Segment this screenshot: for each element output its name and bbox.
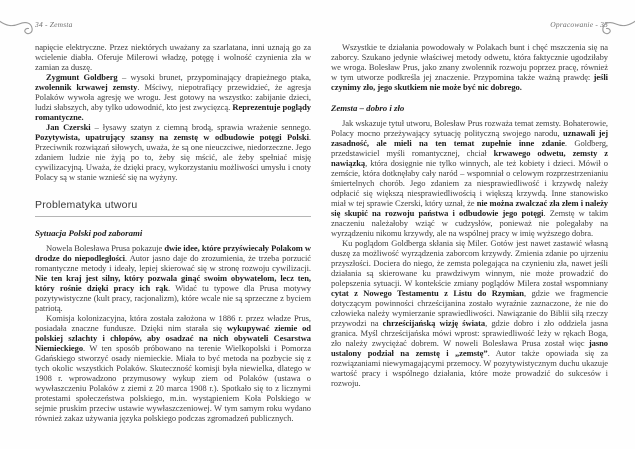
subheading: Sytuacja Polski pod zaborami xyxy=(35,228,143,238)
paragraph: Nowela Bolesława Prusa pokazuje dwie idee, które przyświecały Polakom w drodze do niepodległości. Autor jasno daje do zrozumienia, że trzeba porzucić romantyczne metody i ideały, lepiej skierować się w stronę rozwoju cywilizacji. Nie ten kraj jest silny, który pozwala ginąć swoim obywatelom, lecz ten, który rośnie dzięki pracy ich rąk. Widać tu typowe dla Prusa motywy pozytywistyczne (kult pracy, racjonalizm), które wcale nie są sprzeczne z byciem patriotą. xyxy=(35,243,312,313)
left-page-running-head: 34 - Zemsta xyxy=(35,20,73,29)
paragraph: Zygmunt Goldberg – wysoki brunet, przypominający drapieżnego ptaka, zwolennik krwawej zemsty. Mściwy, niepotrafiący przewidzieć, że agresja Polaków wywoła agresję we wrogu. Jest gotowy na wszystko: zabijanie dzieci, ludzi słabszych, aby tylko udowodnić, kto jest zwycięzcą. Reprezentuje poglądy romantyczne. xyxy=(35,72,311,122)
paragraph: Komisja kolonizacyjna, która została założona w 1886 r. przez władze Prus, posiadała znaczne fundusze. Dzięki nim starała się wykupywać ziemie od polskiej szlachty i chłopów, aby osadzać na nich obywateli Cesarstwa Niemieckiego. W ten sposób próbowano na terenie Wielkopolski i Pomorza Gdańskiego stworzyć osady niemieckie. Miała to być metoda na pozbycie się z tych okolic wszystkich Polaków. Skuteczność komisji była niewielka, dlatego w 1908 r. wprowadzono przymusowy wykup ziem od Polaków (ustawa o wywłaszczeniu Polaków z ziemi z 20 marca 1908 r.). Spotkało się to z licznymi protestami społeczeństwa polskiego, m.in. wystąpieniem Koła Polskiego w sejmie pruskim przeciw ustawie wywłaszczeniowej. W tym samym roku wydano również zakaz używania języka polskiego podczas zgromadzeń publicznych. xyxy=(35,313,311,423)
right-page xyxy=(331,20,608,388)
left-page-body xyxy=(35,42,311,423)
left-page xyxy=(35,20,311,423)
subheading: Zemsta – dobro i zło xyxy=(331,103,405,113)
paragraph: Jak wskazuje tytuł utworu, Bolesław Prus rozważa temat zemsty. Bohaterowie, Polacy mocno przeżywający sytuację polityczną swojego narodu, uznawali jej zasadność, ale mieli na ten temat zupełnie inne zdanie. Goldberg, przedstawiciel myśli romantycznej, chciał krwawego odwetu, zemsty z nawiązką, która dosięgnie nie tylko winnych, ale też kobiety i dzieci. Mówił o zemście, która dotknęłaby cały naród – wspomniał o celowym rozprzestrzenianiu śmiertelnych chorób. Jego zdaniem za niesprawiedliwość i krzywdę należy odpłacić się większą niesprawiedliwością i większą krzywdą. Inne stanowisko miał w tej sprawie Czerski, który uznał, że nie można zwalczać zła złem i należy się skupić na rozwoju państwa i odbudowie jego potęgi. Zemstę w takim znaczeniu należałoby wziąć w cudzysłów, ponieważ nie polegałaby na wyrządzeniu nikomu krzywdy, ale na wspólnej pracy w imię wyższego dobra. xyxy=(331,118,609,238)
paragraph: Jan Czerski – łysawy szatyn z ciemną brodą, sprawia wrażenie sennego. Pozytywista, upatrujący szansy na zemstę w odbudowie potęgi Polski. Przeciwnik rozwiązań siłowych, uważa, że są one nieuczciwe, niedorzeczne. Jego zdaniem ludzie nie żyją po to, żeby się mścić, ale żeby spełniać misję cywilizacyjną. Uważa, że dzięki pracy, wykorzystaniu możliwości umysłu i cnoty Polacy są w stanie wznieść się na wyżyny. xyxy=(35,122,311,182)
right-page-body xyxy=(331,42,608,388)
paragraph: Wszystkie te działania powodowały w Polakach bunt i chęć mszczenia się na zaborcy. Szukano jedynie właściwej metody odwetu, która faktycznie ugodziłaby we wroga. Bolesław Prus, jako znany zwolennik rozwoju poprzez pracę, również w tym utworze podkreśla jej znaczenie. Przypomina także ważną prawdę: jeśli czynimy zło, jego skutkiem nie może być nic dobrego. xyxy=(331,42,608,92)
right-page-running-head: Opracowanie - 35 xyxy=(550,20,608,29)
paragraph: Ku poglądom Goldberga skłania się Miler. Gotów jest nawet zastawić własną duszę za możliwość wyrządzenia zaborcom krzywdy. Zmienia zdanie po ujrzeniu przyszłości. Dociera do niego, że zemsta polegająca na czynieniu zła, nawet jeśli działania są skierowane ku prawdziwym winnym, nie może prowadzić do polepszenia sytuacji. W kontekście zmiany poglądów Milera został wspomniany cytat z Nowego Testamentu z Listu do Rzymian, gdzie we fragmencie dotyczącym powinności chrześcijanina zostało wyraźnie zaznaczone, że nie do człowieka należy wymierzanie sprawiedliwości. Nawiązanie do Biblii siłą rzeczy przywodzi na chrześcijańską wizję świata, gdzie dobro i zło oddziela jasna granica. Myśl chrześcijańska mówi wprost: sprawiedliwość leży w rękach Boga, zło należy zwyciężać dobrem. W noweli Bolesława Prusa został więc jasno ustalony podział na zemstę i „zemstę”. Autor także opowiada się za rozwiązaniami niewymagającymi przemocy. W pozytywistycznym duchu ukazuje wartość pracy i wspólnego działania, które może prowadzić do sukcesów i rozwoju. xyxy=(331,238,609,388)
paragraph: napięcie elektryczne. Przez niektórych uważany za szarlatana, inni uznają go za wcielenie diabła. Oferuje Milerowi władzę, potęgę i wolność czynienia zła w zamian za duszę. xyxy=(35,42,311,72)
corner-flourish-left-icon xyxy=(0,12,38,36)
section-heading: Problematyka utworu xyxy=(35,199,311,217)
